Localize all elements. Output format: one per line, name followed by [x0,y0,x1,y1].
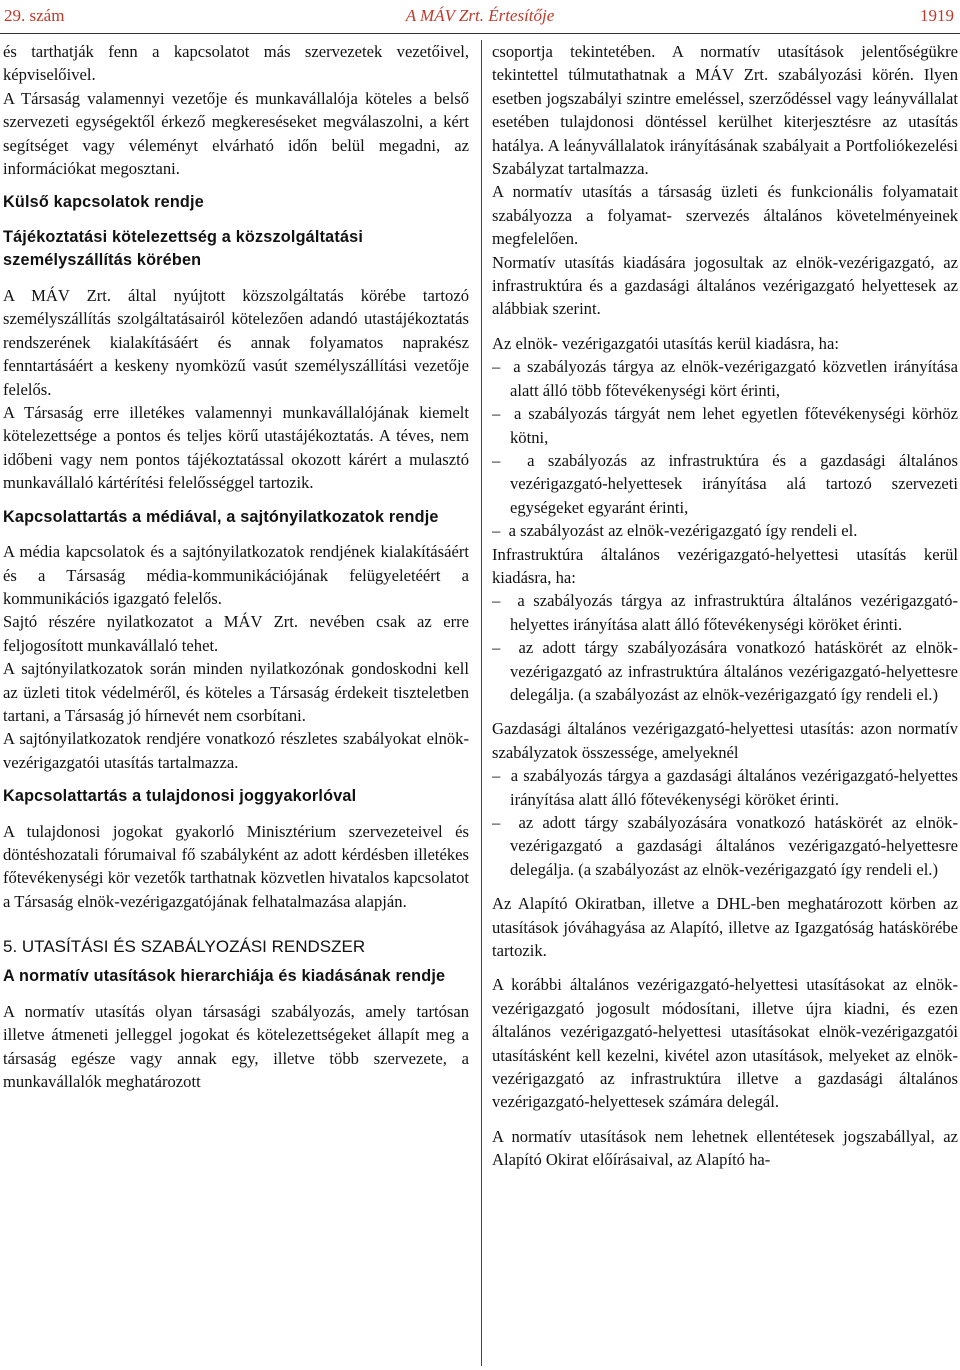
header-rule [0,33,960,34]
subsection-heading: Tájékoztatási kötelezettség a közszolgáltatási személyszállítás körében [3,227,364,270]
issue-number: 29. szám [4,6,65,25]
left-column [3,40,469,1366]
paragraph: A Társaság erre illetékes valamennyi munkavállalójának kiemelt kötelezettsége a pontos és teljes körű utastájékoztatás. A téves, nem időbeni vagy nem pontos tájékoztatással okozott kárért a mulasztó munkavállaló kártérítési felelősséggel tartozik. [3,402,469,493]
list-item: – az adott tárgy szabályozására vonatkozó hatáskörét az elnök-vezérigazgató a gazdasági általános vezérigazgató-helyettesre delegálja. (a szabályozást az elnök-vezérigazgató így rendeli el.) [492,811,958,881]
paragraph: Sajtó részére nyilatkozatot a MÁV Zrt. nevében csak az erre feljogosított munkavállaló tehet. [3,612,469,655]
paragraph: A normatív utasítás a társaság üzleti és funkcionális folyamatait szabályozza a folyamat- szervezés általános követelményeinek megfelelően. [492,182,958,249]
paragraph: és tarthatják fenn a kapcsolatot más szervezetek vezetőivel, képviselőivel. [3,42,469,85]
paragraph: A média kapcsolatok és a sajtónyilatkozatok rendjének kialakításáért és a Társaság média-kommunikációjának felügyeletéért a kommunikációs igazgató felelős. [3,542,469,608]
section-heading: Kapcsolattartás a médiával, a sajtónyilatkozatok rendje [3,507,439,526]
list-item: – a szabályozás tárgya az infrastruktúra általános vezérigazgató-helyettes irányítása alatt álló főtevékenységi köröket érinti. [492,589,958,636]
paragraph: A sajtónyilatkozatok során minden nyilatkozónak gondoskodni kell az üzleti titok védelméről, és köteles a Társaság érdekeit tiszteletben tartani, a Társaság jó hírnevét nem csorbítani. [3,659,469,725]
paragraph: A sajtónyilatkozatok rendjére vonatkozó részletes szabályokat elnök-vezérigazgatói utasítás tartalmazza. [3,729,469,772]
page-header [0,0,960,34]
section-heading: Külső kapcsolatok rendje [3,193,204,212]
list-item: – az adott tárgy szabályozására vonatkozó hatáskörét az elnök-vezérigazgató az infrastruktúra általános vezérigazgató-helyettesre delegálja. (a szabályozást az elnök-vezérigazgató így rendeli el.) [492,636,958,706]
paragraph: A MÁV Zrt. által nyújtott közszolgáltatás körébe tartozó személyszállítás szolgáltatásairól kötelezően adandó utastájékoztatás rendszerének kialakításáért és annak folyamatos naprakész fenntartásáért a keskeny nyomközű vasút személyszállítási vezetője felelős. [3,285,469,399]
list-item: – a szabályozás tárgya az elnök-vezérigazgató közvetlen irányítása alatt álló több főtevékenységi kört érinti, [492,355,958,402]
paragraph: A normatív utasítások nem lehetnek ellentétesek jogszabállyal, az Alapító Okirat előírásaival, az Alapító ha- [492,1126,958,1170]
section-heading: Kapcsolattartás a tulajdonosi joggyakorlóval [3,787,357,806]
column-divider [481,40,482,1366]
paragraph: csoportja tekintetében. A normatív utasítások jelentőségükre tekintettel túlmutathatnak a MÁV Zrt. szabályozási körén. Ilyen esetben jogszabályi szintre emeléssel, szerződéssel vagy leányvállalat esetében tulajdonosi döntéssel kerülhet kiterjesztésre az utasítás hatálya. A leányvállalatok irányításának szabályait a Portfoliókezelési Szabályzat tartalmazza. [492,42,958,179]
list-item: – a szabályozás az infrastruktúra és a gazdasági általános vezérigazgató-helyettesek irányítása alá tartozó szervezeti egységeket egyaránt érinti, [492,449,958,519]
paragraph: A tulajdonosi jogokat gyakorló Minisztérium szervezeteivel és döntéshozatali fórumaival fő szabályként az adott kérdésben illetékes főtevékenységi kör vezetők tarthatnak közvetlen hivatalos kapcsolatot a Társaság elnök-vezérigazgatójának felhatalmazása alapján. [3,821,469,911]
section-heading: A normatív utasítások hierarchiája és kiadásának rendje [3,967,446,986]
paragraph: Az elnök- vezérigazgatói utasítás kerül kiadásra, ha: [492,333,839,353]
paragraph: Az Alapító Okiratban, illetve a DHL-ben meghatározott körben az utasítások jóváhagyása az Alapító, illetve az Igazgatóság hatáskörébe tartozik. [492,894,958,961]
right-column [492,40,958,1366]
list-item: – a szabályozás tárgyát nem lehet egyetlen főtevékenységi körhöz kötni, [492,402,958,449]
list-item: – a szabályozást az elnök-vezérigazgató így rendeli el. [492,519,958,542]
paragraph: A korábbi általános vezérigazgató-helyettesi utasításokat az elnök-vezérigazgató jogosult módosítani, illetve újra kiadni, és ezen általános vezérigazgató-helyettesi utasításokat elnök-vezérigazgatói utasításként kell kezelni, kivétel azon utasítások, melyeket az elnök- vezérigazgató az infrastruktúra illetve a gazdasági általános vezérigazgató-helyettesek számára delegál. [492,975,958,1112]
page-number: 1919 [920,6,954,25]
paragraph: Infrastruktúra általános vezérigazgató-helyettesi utasítás kerül kiadásra, ha: [492,544,958,587]
paragraph: Normatív utasítás kiadására jogosultak az elnök-vezérigazgató, az infrastruktúra és a gazdasági általános vezérigazgató helyettesek az alábbiak szerint. [492,252,958,319]
paragraph: A Társaság valamennyi vezetője és munkavállalója köteles a belső szervezeti egységektől érkező megkereséseket megválaszolni, a kért segítséget vagy véleményt elvárható időn belül megadni, az információkat megosztani. [3,88,469,179]
chapter-heading: 5. UTASÍTÁSI ÉS SZABÁLYOZÁSI RENDSZER [3,937,366,957]
paragraph: Gazdasági általános vezérigazgató-helyettesi utasítás: azon normatív szabályzatok összessége, amelyeknél [492,719,958,762]
paragraph: A normatív utasítás olyan társasági szabályozás, amely tartósan illetve átmeneti jelleggel jogokat és kötelezettségeket állapít meg a társaság egésze vagy annak egy, illetve több szervezete, a munkavállalók meghatározott [3,1001,469,1091]
list-item: – a szabályozás tárgya a gazdasági általános vezérigazgató-helyettes irányítása alatt álló főtevékenységi köröket érinti. [492,764,958,811]
journal-title: A MÁV Zrt. Értesítője [405,6,555,25]
